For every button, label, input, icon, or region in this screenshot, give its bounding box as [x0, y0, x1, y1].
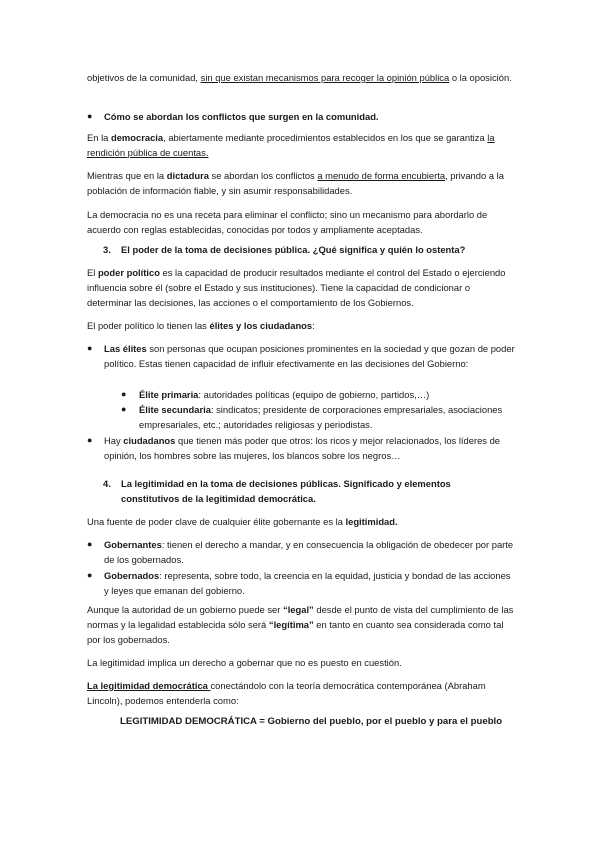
paragraph-fuente: [87, 514, 517, 529]
text: o la oposición.: [449, 72, 512, 83]
underlined-text: la rendición pública de cuentas.: [87, 132, 495, 158]
text: que tienen más poder que otros: los ricos y mejor relacionados, los líderes de opinión, los hombres sobre las mujeres, los blancos sobre los negros…: [104, 435, 501, 461]
text: :: [312, 320, 315, 331]
bullet-icon: ●: [87, 570, 93, 580]
text: : sindicatos; presidente de corporaciones empresariales, asociaciones empresariales, etc.; autoridades religiosas y periodistas.: [139, 404, 503, 430]
bullet-icon: ●: [87, 343, 93, 353]
text: se abordan los conflictos: [208, 170, 318, 181]
text: Hay: [104, 435, 124, 446]
text: objetivos de la comunidad,: [87, 72, 201, 83]
bullet-gobernantes: [104, 537, 516, 567]
text: es la capacidad de producir resultados mediante el control del Estado o ejerciendo influencia sobre él (sobre el Estado y sus instituciones). Tiene la capacidad de condicionar o determinar las decisiones, las acciones o el comportamiento de los Gobiernos.: [87, 267, 506, 308]
text: : autoridades políticas (equipo de gobierno, partidos,…): [198, 389, 430, 400]
paragraph-aunque: [87, 602, 517, 647]
subbullet-elite-primaria: [139, 387, 517, 402]
heading-3: El poder de la toma de decisiones pública. ¿Qué significa y quién lo ostenta?: [121, 244, 466, 255]
bullet-gobernados: [104, 568, 516, 598]
text: en tanto en cuanto sea considerada como tal por los gobernados.: [87, 619, 504, 645]
text: conectándolo con la teoría democrática contemporánea (Abraham Lincoln), podemos entenderla como:: [87, 680, 486, 706]
paragraph-lo-tienen: [87, 318, 517, 333]
underlined-text: sin que existan mecanismos para recoger la opinión pública: [200, 72, 450, 83]
bold-text: legitimidad.: [345, 516, 398, 527]
paragraph-poder-politico: [87, 265, 517, 310]
paragraph-democracia: [87, 130, 517, 160]
paragraph-implica: La legitimidad implica un derecho a gobernar que no es puesto en cuestión.: [87, 657, 402, 668]
bold-text: Las élites: [104, 343, 147, 354]
bullet-conflictos: Cómo se abordan los conflictos que surgen en la comunidad.: [104, 111, 379, 122]
paragraph-intro: [87, 70, 517, 85]
bold-text: ciudadanos: [123, 435, 176, 446]
bullet-icon: ●: [121, 404, 127, 414]
heading-4: La legitimidad en la toma de decisiones públicas. Significado y elementos constitutivos de la legitimidad democrática.: [121, 478, 451, 504]
formula-legitimidad: LEGITIMIDAD DEMOCRÁTICA = Gobierno del pueblo, por el pueblo y para el pueblo: [120, 716, 503, 727]
text: , privando a la población de información fiable, y sin asumir responsabilidades.: [87, 170, 504, 196]
bold-text: poder político: [97, 267, 160, 278]
text: Mientras que en la: [87, 170, 167, 181]
paragraph-receta: La democracia no es una receta para eliminar el conflicto; sino un mecanismo para abordarlo de acuerdo con reglas establecidas, conocidas por todos y ampliamente aceptadas.: [87, 209, 488, 235]
bold-text: “legal”: [283, 604, 314, 615]
text: : tienen el derecho a mandar, y en consecuencia la obligación de obedecer por parte de los gobernados.: [104, 539, 514, 565]
bullet-icon: ●: [121, 389, 127, 399]
heading-3-number: 3.: [103, 244, 111, 255]
bold-text: Gobernados: [104, 570, 160, 581]
text: Aunque la autoridad de un gobierno puede ser: [87, 604, 283, 615]
bold-text: Gobernantes: [104, 539, 162, 550]
bullet-icon: ●: [87, 539, 93, 549]
underlined-text: a menudo de forma encubierta: [317, 170, 446, 181]
paragraph-dictadura: [87, 168, 517, 198]
heading-4-number: 4.: [103, 478, 111, 489]
text: : representa, sobre todo, la creencia en la equidad, justicia y bondad de las acciones y leyes que emanan del gobierno.: [104, 570, 511, 596]
bold-text: Élite secundaria: [139, 404, 211, 415]
bullet-elites: [104, 341, 516, 371]
text: desde el punto de vista del cumplimiento de las normas y la legalidad establecida sólo será: [87, 604, 514, 630]
paragraph-legitimidad-democratica: [87, 678, 517, 708]
bold-text: “legítima”: [268, 619, 314, 630]
text: El poder político lo tienen las: [87, 320, 210, 331]
text: En la: [87, 132, 111, 143]
bullet-icon: ●: [87, 435, 93, 445]
bold-text: Élite primaria: [139, 389, 199, 400]
bullet-ciudadanos: [104, 433, 516, 463]
text: , abiertamente mediante procedimientos establecidos en los que se garantiza: [163, 132, 488, 143]
text: El: [87, 267, 98, 278]
bullet-icon: ●: [87, 111, 93, 121]
underlined-bold-text: La legitimidad democrática: [87, 680, 211, 691]
bold-text: élites y los ciudadanos: [209, 320, 313, 331]
bold-text: dictadura: [166, 170, 209, 181]
subbullet-elite-secundaria: [139, 402, 517, 432]
text: son personas que ocupan posiciones prominentes en la sociedad y que gozan de poder político. Estas tienen capacidad de influir efectivamente en las decisiones del Gobierno:: [104, 343, 515, 369]
text: Una fuente de poder clave de cualquier élite gobernante es la: [87, 516, 346, 527]
bold-text: democracia: [110, 132, 164, 143]
